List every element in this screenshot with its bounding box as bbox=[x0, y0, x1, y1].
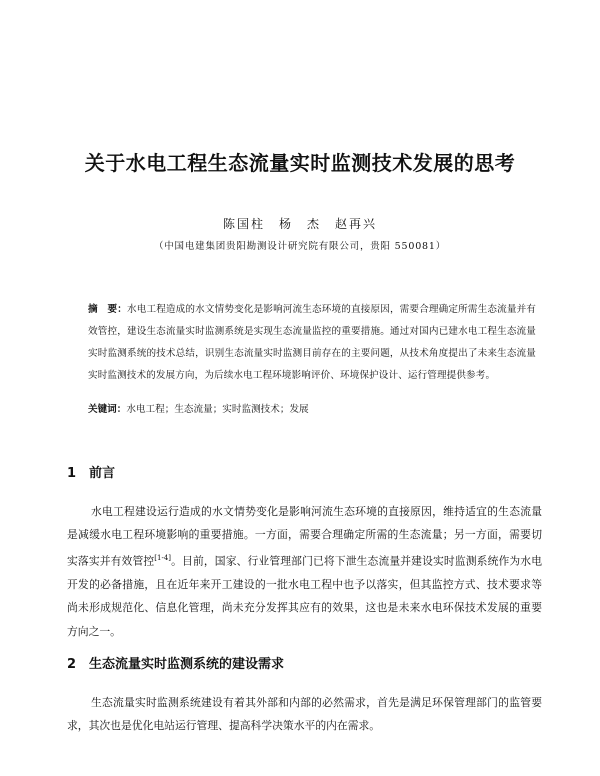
keywords-label: 关键词： bbox=[88, 404, 127, 415]
section-1-text-a: 水电工程建设运行造成的水文情势变化是影响河流生态环境的直接原因，维持适宜的生态流量是减缓水电工程环境影响的重要措施。一方面，需要合理确定所需的生态流量；另一方面，需要切实落实并有效管控 bbox=[67, 505, 542, 568]
paper-authors: 陈国柱 杨 杰 赵再兴 bbox=[222, 217, 377, 231]
section-1-text-b: 。目前，国家、行业管理部门已将下泄生态流量并建设实时监测系统作为水电开发的必备措施，且在近年来开工建设的一批水电工程中也予以落实，但其监控方式、技术要求等尚未形成规范化、信息化管理，尚未充分发挥其应有的效果，这也是未来水电环保技术发展的重要方向之一。 bbox=[67, 554, 543, 638]
section-1-number: 1 bbox=[67, 466, 77, 481]
section-2-number: 2 bbox=[67, 657, 77, 672]
section-1-paragraph bbox=[67, 500, 542, 643]
section-1-title: 前言 bbox=[89, 466, 116, 481]
paper-title: 关于水电工程生态流量实时监测技术发展的思考 bbox=[84, 151, 516, 175]
abstract bbox=[88, 299, 536, 387]
keywords-text: 水电工程；生态流量；实时监测技术；发展 bbox=[126, 404, 309, 415]
keywords bbox=[88, 399, 536, 421]
citation-1-4: [1-4] bbox=[154, 553, 172, 562]
section-2-title: 生态流量实时监测系统的建设需求 bbox=[89, 657, 285, 672]
abstract-text: 水电工程造成的水文情势变化是影响河流生态环境的直接原因，需要合理确定所需生态流量并有效管控，建设生态流量实时监测系统是实现生态流量监控的重要措施。通过对国内已建水电工程生态流量实时监测系统的技术总结，识别生态流量实时监测目前存在的主要问题，从技术角度提出了未来生态流量实时监测技术的发展方向，为后续水电工程环境影响评价、环境保护设计、运行管理提供参考。 bbox=[88, 304, 536, 381]
abstract-label: 摘 要： bbox=[88, 304, 127, 315]
section-2-heading bbox=[67, 653, 284, 672]
section-2-paragraph: 生态流量实时监测系统建设有着其外部和内部的必然需求，首先是满足环保管理部门的监管要求，其次也是优化电站运行管理、提高科学决策水平的内在需求。 bbox=[67, 696, 542, 733]
section-1-heading bbox=[67, 462, 115, 481]
paper-affiliation: （中国电建集团贵阳勘测设计研究院有限公司，贵阳 550081） bbox=[153, 241, 447, 252]
